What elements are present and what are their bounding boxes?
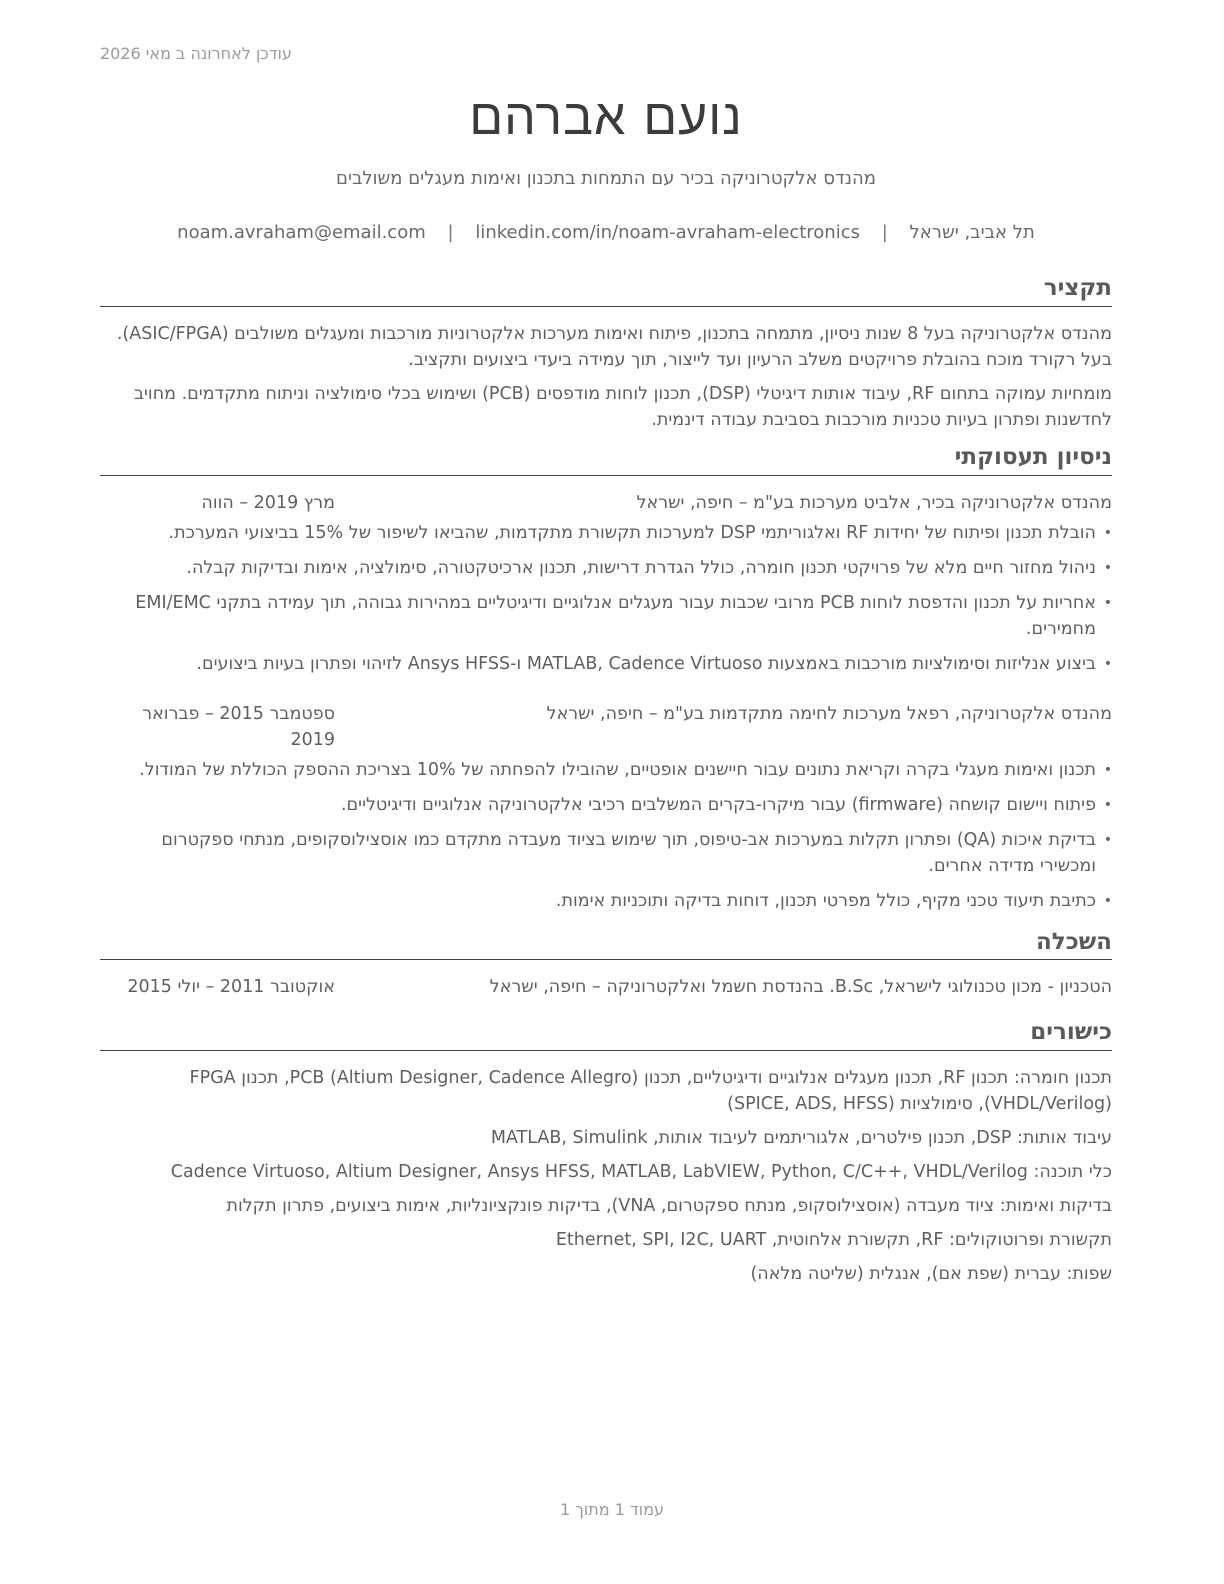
- summary-paragraph: מומחיות עמוקה בתחום RF, עיבוד אותות דיגיטלי (DSP), תכנון לוחות מודפסים (PCB) ושימוש בכלי סימולציה וניתוח מתקדמים. מחויב לחדשנות ופתרון בעיות טכניות מורכבות בסביבת עבודה דינמית.: [133, 383, 1112, 430]
- summary-section: [100, 274, 1112, 433]
- contact-location: תל אביב, ישראל: [909, 222, 1035, 243]
- contact-line: [100, 222, 1112, 243]
- job-title: מהנדס אלקטרוניקה, רפאל מערכות לחימה מתקדמות בע"מ – חיפה, ישראל: [546, 703, 1112, 724]
- contact-separator: |: [447, 222, 454, 243]
- job-bullet: • כתיבת תיעוד טכני מקיף, כולל מפרטי תכנון, דוחות בדיקה ותוכניות אימות.: [100, 888, 1096, 914]
- job-bullet: • תכנון ואימות מעגלי בקרה וקריאת נתונים עבור חיישנים אופטיים, שהובילו להפחתה של 10% בצריכת ההספק הכוללת של המודול.: [100, 757, 1096, 783]
- job-header: [100, 701, 1112, 753]
- job-bullet: • בדיקת איכות (QA) ופתרון תקלות במערכות אב-טיפוס, תוך שימוש בציוד מעבדה מתקדם כמו אוסצילוסקופים, מנתחי ספקטרום ומכשירי מדידה אחרים.: [100, 827, 1096, 879]
- education-date: אוקטובר 2011 – יולי 2015: [127, 977, 335, 998]
- job-bullet: • ניהול מחזור חיים מלא של פרויקטי תכנון חומרה, כולל הגדרת דרישות, תכנון ארכיטקטורה, סימולציה, אימות ובדיקות קבלה.: [100, 555, 1096, 581]
- contact-email[interactable]: noam.avraham@email.com: [177, 222, 426, 243]
- candidate-name: נועם אברהם: [469, 88, 743, 146]
- skill-line: שפות: עברית (שפת אם), אנגלית (שליטה מלאה): [750, 1264, 1112, 1284]
- job-header: [100, 490, 1112, 516]
- education-title: הטכניון - מכון טכנולוגי לישראל, B.Sc. בהנדסת חשמל ואלקטרוניקה – חיפה, ישראל: [489, 977, 1112, 998]
- summary-paragraph: מהנדס אלקטרוניקה בעל 8 שנות ניסיון, מתמחה בתכנון, פיתוח ואימות מערכות אלקטרוניות מורכבות ומעגלים משולבים (ASIC/FPGA). בעל רקורד מוכח בהובלת פרויקטים משלב הרעיון ועד לייצור, תוך עמידה ביעדי ביצועים ותקציב.: [116, 323, 1112, 370]
- skill-line: בדיקות ואימות: ציוד מעבדה (אוסצילוסקופ, מנתח ספקטרום, VNA), בדיקות פונקציונליות, אימות ביצועים, פתרון תקלות: [226, 1196, 1112, 1216]
- last-updated-note: עודכן לאחרונה ב מאי 2026: [100, 44, 292, 63]
- job-bullet: • הובלת תכנון ופיתוח של יחידות RF ואלגוריתמי DSP למערכות תקשורת מתקדמות, שהביאו לשיפור של 15% בביצועי המערכת.: [100, 520, 1096, 546]
- job-title: מהנדס אלקטרוניקה בכיר, אלביט מערכות בע"מ – חיפה, ישראל: [636, 492, 1112, 513]
- skill-line: תקשורת ופרוטוקולים: RF, תקשורת אלחוטית, Ethernet, SPI, I2C, UART: [555, 1230, 1112, 1250]
- job-date: ספטמבר 2015 – פברואר 2019: [142, 703, 335, 750]
- job-bullets: [100, 757, 1112, 914]
- section-heading-skills: כישורים: [100, 1018, 1112, 1051]
- resume-content: [100, 274, 1112, 1297]
- job-bullets: [100, 520, 1112, 677]
- education-section: [100, 928, 1112, 1001]
- skill-line: כלי תוכנה: Cadence Virtuoso, Altium Designer, Ansys HFSS, MATLAB, LabVIEW, Python, C/C++, VHDL/Verilog: [170, 1162, 1112, 1182]
- page-number: עמוד 1 מתוך 1: [560, 1500, 664, 1519]
- experience-section: [100, 443, 1112, 914]
- section-heading-education: השכלה: [100, 928, 1112, 961]
- job-bullet: • אחריות על תכנון והדפסת לוחות PCB מרובי שכבות עבור מעגלים אנלוגיים ודיגיטליים במהירות גבוהה, תוך עמידה בתקני EMI/EMC מחמירים.: [100, 590, 1096, 642]
- resume-page: [100, 0, 1112, 1584]
- job-bullet: • פיתוח ויישום קושחה (firmware) עבור מיקרו-בקרים המשלבים רכיבי אלקטרוניקה אנלוגיים ודיגיטליים.: [100, 792, 1096, 818]
- contact-separator: |: [881, 222, 888, 243]
- education-entry: [100, 974, 1112, 1000]
- skills-section: [100, 1018, 1112, 1287]
- job-bullet: • ביצוע אנליזות וסימולציות מורכבות באמצעות MATLAB, Cadence Virtuoso ו-Ansys HFSS לזיהוי ופתרון בעיות ביצועים.: [100, 651, 1096, 677]
- contact-linkedin[interactable]: linkedin.com/in/noam-avraham-electronics: [475, 222, 860, 243]
- skill-line: עיבוד אותות: DSP, תכנון פילטרים, אלגוריתמים לעיבוד אותות, MATLAB, Simulink: [490, 1128, 1112, 1148]
- candidate-headline: מהנדס אלקטרוניקה בכיר עם התמחות בתכנון ואימות מעגלים משולבים: [336, 168, 876, 189]
- skill-line: תכנון חומרה: תכנון RF, תכנון מעגלים אנלוגיים ודיגיטליים, תכנון PCB (Altium Designer, Cadence Allegro), תכנון FPGA (VHDL/Verilog), סימולציות (SPICE, ADS, HFSS): [189, 1068, 1112, 1114]
- section-heading-experience: ניסיון תעסוקתי: [100, 443, 1112, 476]
- job-date: מרץ 2019 – הווה: [201, 492, 335, 513]
- section-heading-summary: תקציר: [100, 274, 1112, 307]
